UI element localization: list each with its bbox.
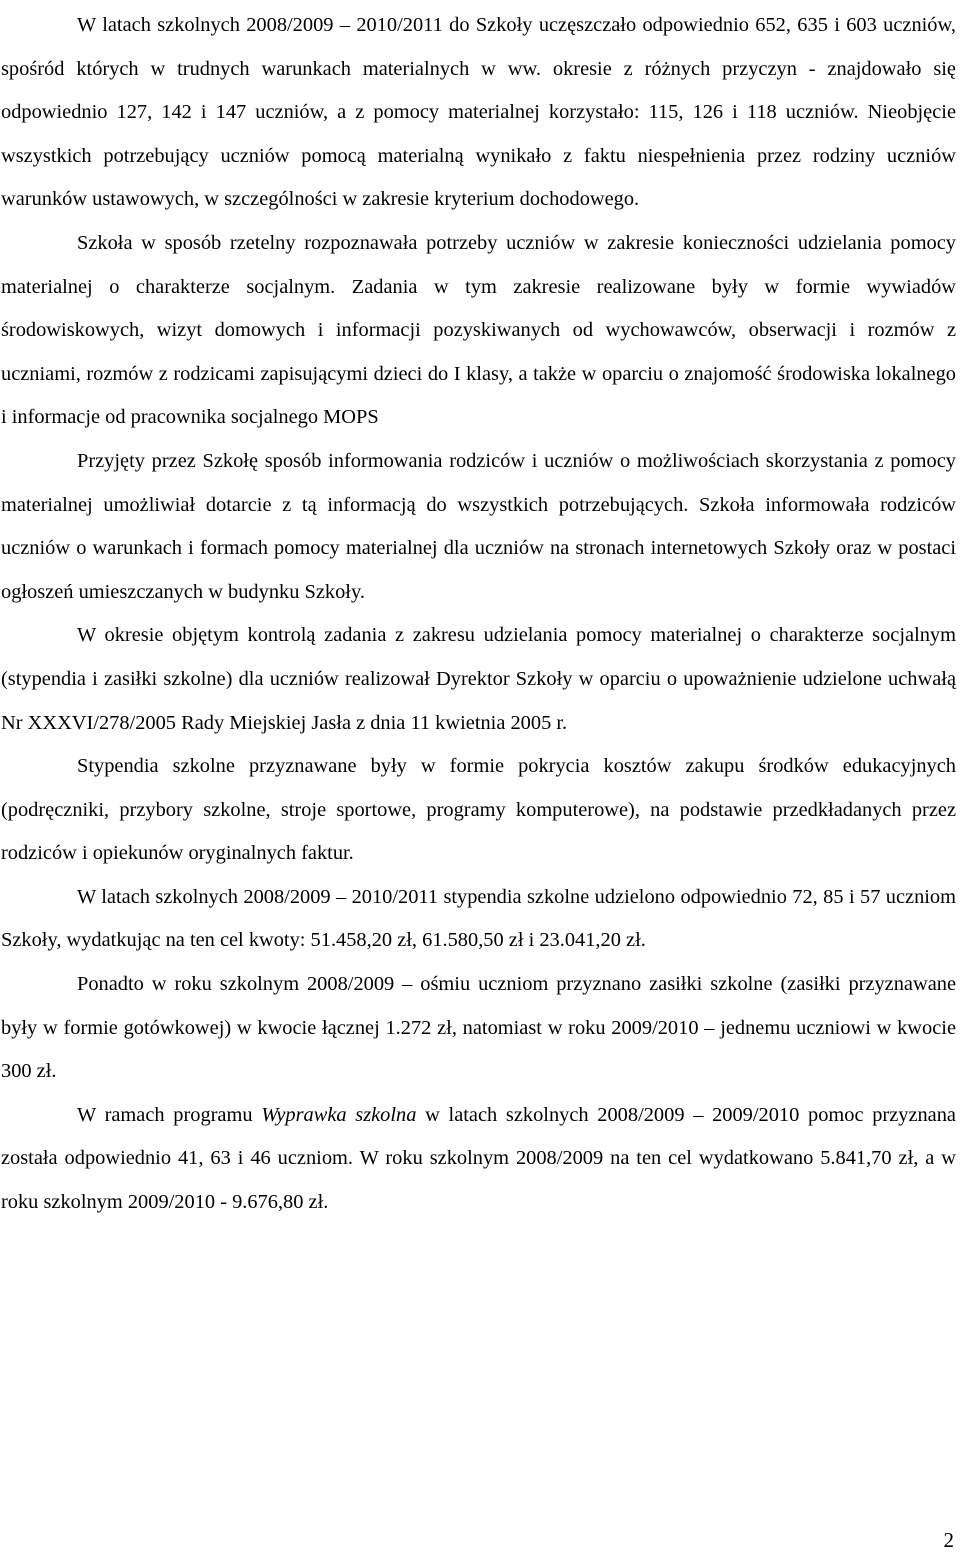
document-body [1,4,956,1225]
paragraph-authorization: W okresie objętym kontrolą zadania z zakresu udzielania pomocy materialnej o charakterze socjalnym (stypendia i zasiłki szkolne) dla uczniów realizował Dyrektor Szkoły w oparciu o upoważnienie udzielone uchwałą Nr XXXVI/278/2005 Rady Miejskiej Jasła z dnia 11 kwietnia 2005 r. [1,624,956,734]
paragraph-allowances: Ponadto w roku szkolnym 2008/2009 – ośmiu uczniom przyznano zasiłki szkolne (zasiłki przyznawane były w formie gotówkowej) w kwocie łącznej 1.272 zł, natomiast w roku 2009/2010 – jednemu uczniowi w kwocie 300 zł. [1,973,956,1083]
paragraph-scholarship-form: Stypendia szkolne przyznawane były w formie pokrycia kosztów zakupu środków edukacyjnych (podręczniki, przybory szkolne, stroje sportowe, programy komputerowe), na podstawie przedkładanych przez rodziców i opiekunów oryginalnych faktur. [1,755,956,865]
paragraph-school-kit-text-before: W ramach programu [77,1103,262,1126]
paragraph-school-kit-text-after: w latach szkolnych 2008/2009 – 2009/2010 pomoc przyznana została odpowiednio 41, 63 i 46 uczniom. W roku szkolnym 2008/2009 na ten cel wydatkowano 5.841,70 zł, a w roku szkolnym 2009/2010 - 9.676,80 zł. [1,1103,956,1214]
paragraph-school-kit-program [1,1094,956,1225]
program-name: Wyprawka szkolna [261,1103,417,1126]
page-number: 2 [943,1528,954,1552]
paragraph-scholarship-amounts: W latach szkolnych 2008/2009 – 2010/2011 stypendia szkolne udzielono odpowiednio 72, 85 i 57 uczniom Szkoły, wydatkując na ten cel kwoty: 51.458,20 zł, 61.580,50 zł i 23.041,20 zł. [1,885,956,952]
paragraph-enrollment: W latach szkolnych 2008/2009 – 2010/2011 do Szkoły uczęszczało odpowiednio 652, 635 i 603 uczniów, spośród których w trudnych warunkach materialnych w ww. okresie z różnych przyczyn - znajdowało się odpowiednio 127, 142 i 147 uczniów, a z pomocy materialnej korzystało: 115, 126 i 118 uczniów. Nieobjęcie wszystkich potrzebujący uczniów pomocą materialną wynikało z faktu niespełnienia przez rodziny uczniów warunków ustawowych, w szczególności w zakresie kryterium dochodowego. [1,14,956,211]
paragraph-information-method: Przyjęty przez Szkołę sposób informowania rodziców i uczniów o możliwościach skorzystania z pomocy materialnej umożliwiał dotarcie z tą informacją do wszystkich potrzebujących. Szkoła informowała rodziców uczniów o warunkach i formach pomocy materialnej dla uczniów na stronach internetowych Szkoły oraz w postaci ogłoszeń umieszczanych w budynku Szkoły. [1,449,956,603]
paragraph-needs-assessment: Szkoła w sposób rzetelny rozpoznawała potrzeby uczniów w zakresie konieczności udzielania pomocy materialnej o charakterze socjalnym. Zadania w tym zakresie realizowane były w formie wywiadów środowiskowych, wizyt domowych i informacji pozyskiwanych od wychowawców, obserwacji i rozmów z uczniami, rozmów z rodzicami zapisującymi dzieci do I klasy, a także w oparciu o znajomość środowiska lokalnego i informacje od pracownika socjalnego MOPS [1,231,956,429]
